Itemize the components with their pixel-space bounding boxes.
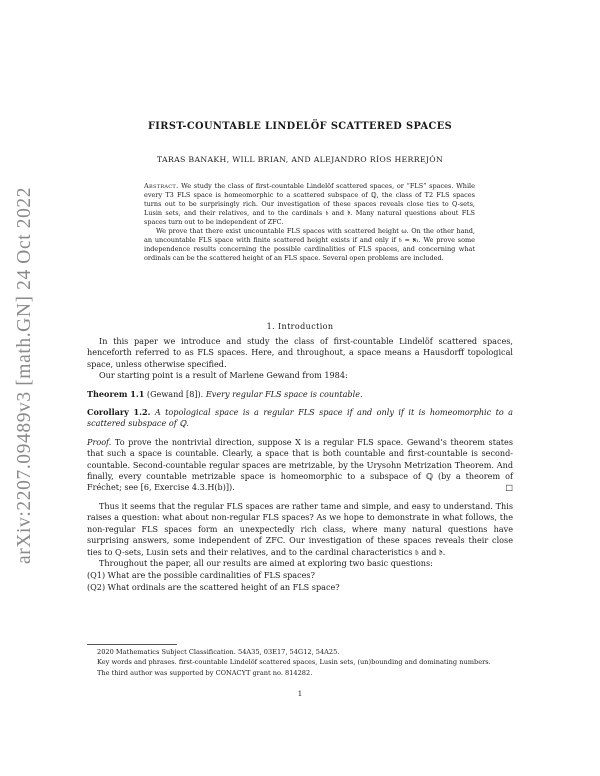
intro-paragraph-1: In this paper we introduce and study the class of first-countable Lindelöf scattered spaces, henceforth referred to as FLS spaces. Here, and throughout, a space means a Hausdorff topological space, unless otherwise specified. — [87, 336, 513, 369]
abstract-text-1: We study the class of first-countable Lindelöf scattered spaces, or “FLS” spaces. While every T3 FLS space is homeomorphic to a scattered subspace of ℚ, the class of T2 FLS spaces turns out to be surprisingly rich. Our investigation of these spaces reveals close ties to Q-sets, Lusin sets, and their relatives, and to the cardinals 𝔟 and 𝔡. Many natural questions about FLS spaces turn out to be independent of ZFC. — [144, 182, 475, 226]
theorem-citation: (Gewand [8]). — [146, 388, 204, 399]
arxiv-identifier: arXiv:2207.09489v3 [math.GN] 24 Oct 2022 — [14, 186, 35, 564]
question-q1: (Q1) What are the possible cardinalities of FLS spaces? — [87, 570, 315, 581]
keywords-label: Key words and phrases. — [97, 657, 177, 666]
footnote-rule — [87, 644, 177, 645]
question-q2: (Q2) What ordinals are the scattered height of an FLS space? — [87, 581, 340, 592]
section-heading-introduction: 1. Introduction — [266, 322, 334, 331]
corollary-label: Corollary 1.2. — [87, 407, 151, 418]
footnote-grant: The third author was supported by CONACYT grant no. 814282. — [97, 669, 313, 678]
after-proof-paragraph-2: Throughout the paper, all our results are aimed at exploring two basic questions: — [99, 557, 433, 568]
page-number: 1 — [297, 690, 303, 698]
paper-title: FIRST-COUNTABLE LINDELÖF SCATTERED SPACES — [147, 121, 453, 132]
footnotes — [87, 648, 513, 679]
proof-label: Proof. — [87, 436, 112, 447]
theorem-label: Theorem 1.1 — [87, 388, 145, 399]
footnote-msc — [87, 648, 513, 658]
abstract-label: Abstract. — [144, 182, 179, 190]
corollary-1-2 — [87, 407, 513, 430]
abstract-paragraph-2: We prove that there exist uncountable FLS spaces with scattered height ω. On the other hand, an uncountable FLS space with finite scattered height exists if and only if 𝔟 = ℵ₁. We prove some independence results concerning the possible cardinalities of FLS spaces, and concerning what ordinals can be the scattered height of an FLS space. Several open problems are included. — [144, 227, 475, 262]
abstract-paragraph-1 — [144, 182, 475, 227]
after-proof-paragraph-1: Thus it seems that the regular FLS spaces are rather tame and simple, and easy to understand. This raises a question: what about non-regular FLS spaces? As we hope to demonstrate in what follows, the non-regular FLS spaces form an unexpectedly rich class, where many natural questions have surprising answers, some independent of ZFC. Our investigation of these spaces reveals their close ties to Q-sets, Lusin sets and their relatives, and to the cardinal characteristics 𝔟 and 𝔡. — [87, 500, 513, 557]
corollary-statement: A topological space is a regular FLS space if and only if it is homeomorphic to a scattered subspace of ℚ. — [87, 407, 513, 429]
body-text — [87, 336, 513, 593]
keywords-text: first-countable Lindelöf scattered spaces, Lusin sets, (un)bounding and dominating numbers. — [178, 657, 491, 666]
proof — [87, 437, 513, 494]
proof-text: To prove the nontrivial direction, suppose X is a regular FLS space. Gewand’s theorem states that such a space is countable. Clearly, a space that is both countable and first-countable is second-countable. Second-countable regular spaces are metrizable, by the Urysohn Metrization Theorem. And finally, every countable metrizable space is homeomorphic to a subspace of ℚ (by a theorem of Fréchet; see [6, Exercise 4.3.H(b)]). — [87, 436, 513, 493]
theorem-1-1 — [87, 389, 513, 400]
msc-label: 2020 Mathematics Subject Classification. — [97, 648, 236, 656]
question-list — [87, 570, 513, 593]
footnote-keywords — [87, 658, 513, 668]
theorem-statement: Every regular FLS space is countable. — [205, 388, 363, 399]
author-list: TARAS BANAKH, WILL BRIAN, AND ALEJANDRO RÍOS HERREJÓN — [156, 155, 444, 164]
abstract — [144, 182, 475, 263]
msc-codes: 54A35, 03E17, 54G12, 54A25. — [238, 648, 340, 656]
qed-symbol: □ — [505, 482, 513, 493]
intro-paragraph-2: Our starting point is a result of Marlene Gewand from 1984: — [99, 370, 348, 381]
